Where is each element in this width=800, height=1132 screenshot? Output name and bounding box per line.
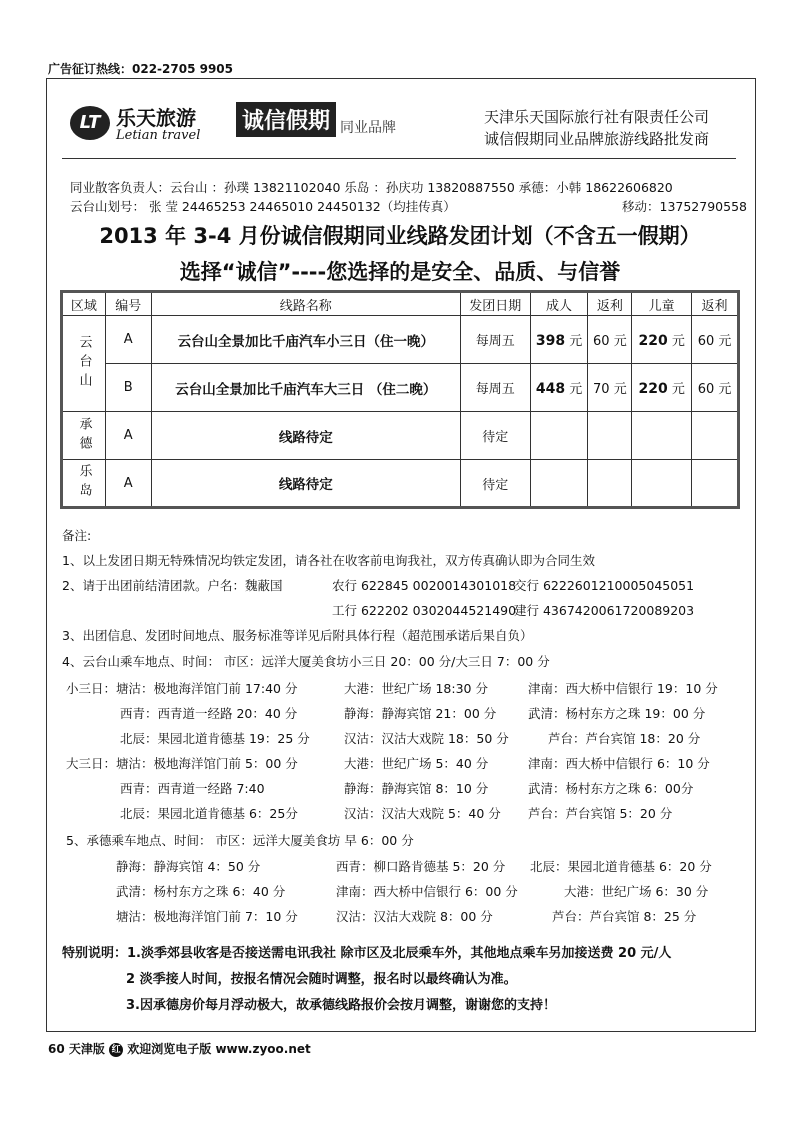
pickup-item: 大港：世纪广场 18:30 分 (344, 681, 488, 696)
col-header: 返利 (692, 292, 739, 316)
col-header: 线路名称 (151, 292, 460, 316)
special-note-3: 3.因承德房价每月浮动极大，故承德线路报价会按月调整，谢谢您的支持！ (126, 998, 556, 1013)
pickup-item: 西青：柳口路肯德基 5：20 分 (336, 859, 506, 874)
region-cell: 云台山 (62, 316, 106, 412)
adult-price: 398 (535, 333, 566, 349)
pickup-item: 静海：静海宾馆 4：50 分 (116, 859, 261, 874)
bank-account: 农行 622845 0020014301018 (332, 578, 517, 593)
code-cell: A (105, 412, 151, 460)
contact-mobile: 移动：13752790558 (622, 199, 747, 214)
note-1: 1、以上发团日期无特殊情况均铁定发团，请各社在收客前电询我社，双方传真确认即为合同生效 (62, 553, 595, 568)
child-price-cell (632, 364, 692, 412)
price-unit: 元 (671, 334, 685, 349)
table-row (62, 412, 739, 460)
code-cell: B (105, 364, 151, 412)
red-badge-icon: 红 (109, 1043, 123, 1057)
header-rule (62, 158, 736, 159)
special-note-2: 2 淡季接人时间，按报名情况会随时调整，报名时以最终确认为准。 (126, 972, 517, 987)
logo-mark: LT (70, 106, 110, 140)
route-cell: 云台山全景加比千庙汽车大三日 （住二晚） (151, 364, 460, 412)
special-note-1: 特别说明：1.淡季郊县收客是否接送需电讯我社 除市区及北辰乘车外，其他地点乘车另加接送费 20 元/人 (62, 946, 672, 961)
table-row (62, 460, 739, 508)
bank-account: 交行 6222601210005045051 (514, 578, 695, 593)
empty-cell (530, 412, 588, 460)
brand-subtitle: 同业品牌 (340, 120, 397, 136)
col-header: 编号 (105, 292, 151, 316)
child-price: 220 (638, 333, 668, 349)
pickup-item: 北辰：果园北道肯德基 6：20 分 (530, 859, 712, 874)
empty-cell (632, 412, 692, 460)
date-cell: 待定 (460, 460, 530, 508)
pickup-item: 西青：西青道一经路 20：40 分 (120, 706, 298, 721)
col-header: 儿童 (632, 292, 692, 316)
rebate-cell: 70 元 (588, 364, 632, 412)
price-unit: 元 (569, 334, 583, 349)
pickup-item: 芦台：芦台宾馆 18：20 分 (548, 731, 701, 746)
pickup-item: 汉沽：汉沽大戏院 8：00 分 (336, 909, 493, 924)
child-price-cell (632, 316, 692, 364)
bank-account: 工行 622202 0302044521490 (332, 603, 517, 618)
page-number: 60 天津版 (48, 1042, 105, 1056)
pickup-item: 武清：杨村东方之珠 19：00 分 (528, 706, 706, 721)
pickup-item: 北辰：果园北道肯德基 6：25分 (120, 806, 298, 821)
tour-plan-table (60, 290, 740, 509)
pickup-item: 芦台：芦台宾馆 8：25 分 (552, 909, 697, 924)
pickup-item: 汉沽：汉沽大戏院 5：40 分 (344, 806, 501, 821)
code-cell: A (105, 316, 151, 364)
col-header: 区域 (62, 292, 106, 316)
contact-line-1: 同业散客负责人：云台山 ：孙璞 13821102040 乐岛 ：孙庆功 13820887550 承德：小韩 18622606820 (70, 180, 673, 195)
logo-en-text: Letian travel (116, 128, 201, 143)
pickup-item: 汉沽：汉沽大戏院 18：50 分 (344, 731, 509, 746)
pickup-item: 静海：静海宾馆 21：00 分 (344, 706, 497, 721)
pickup-item: 大港：世纪广场 5：40 分 (344, 756, 489, 771)
empty-cell (530, 460, 588, 508)
brand-logo (236, 102, 396, 137)
region-cell: 承德 (62, 412, 106, 460)
empty-cell (588, 412, 632, 460)
date-cell: 每周五 (460, 364, 530, 412)
pickup-item: 大三日：塘沽：极地海洋馆门前 5：00 分 (66, 756, 298, 771)
ad-hotline: 广告征订热线：022-2705 9905 (48, 62, 234, 76)
empty-cell (632, 460, 692, 508)
pickup-item: 静海：静海宾馆 8：10 分 (344, 781, 489, 796)
route-cell: 云台山全景加比千庙汽车小三日（住一晚） (151, 316, 460, 364)
date-cell: 每周五 (460, 316, 530, 364)
logo-cn-text: 乐天旅游 (116, 106, 196, 130)
contact-line-2: 云台山划号： 张 莹 24465253 24465010 24450132（均挂传真） (70, 199, 456, 214)
col-header: 发团日期 (460, 292, 530, 316)
brand-box: 诚信假期 (236, 102, 336, 137)
table-header-row (62, 292, 739, 316)
note-3: 3、出团信息、发团时间地点、服务标准等详见后附具体行程（超范围承诺后果自负） (62, 628, 533, 643)
pickup-item: 小三日：塘沽：极地海洋馆门前 17:40 分 (66, 681, 298, 696)
pickup-item: 北辰：果园北道肯德基 19：25 分 (120, 731, 310, 746)
company-name: 天津乐天国际旅行社有限责任公司 (484, 108, 710, 126)
price-unit: 元 (569, 382, 583, 397)
company-info (484, 106, 709, 150)
pickup-item: 津南：西大桥中信银行 19：10 分 (528, 681, 718, 696)
col-header: 返利 (588, 292, 632, 316)
empty-cell (588, 460, 632, 508)
pickup-item: 大港：世纪广场 6：30 分 (564, 884, 709, 899)
route-cell: 线路待定 (151, 460, 460, 508)
pickup-item: 津南：西大桥中信银行 6：00 分 (336, 884, 518, 899)
pickup-item: 芦台：芦台宾馆 5：20 分 (528, 806, 673, 821)
page-title: 2013 年 3-4 月份诚信假期同业线路发团计划（不含五一假期） (99, 224, 701, 248)
code-cell: A (105, 460, 151, 508)
pickup-item: 武清：杨村东方之珠 6：40 分 (116, 884, 286, 899)
note-2: 2、请于出团前结清团款。户名：魏蔽国 (62, 578, 283, 593)
adult-price-cell (530, 364, 588, 412)
footer-link[interactable]: 欢迎浏览电子版 www.zyoo.net (127, 1042, 311, 1056)
bank-account: 建行 4367420061720089203 (514, 603, 695, 618)
note-4: 4、云台山乘车地点、时间： 市区：远洋大厦美食坊小三日 20：00 分/大三日 7：00 分 (62, 654, 550, 669)
company-desc: 诚信假期同业品牌旅游线路批发商 (484, 130, 710, 148)
pickup-item: 武清：杨村东方之珠 6：00分 (528, 781, 694, 796)
child-price: 220 (638, 381, 668, 397)
pickup-item: 西青：西青道一经路 7:40 (120, 781, 265, 796)
rebate-cell: 60 元 (692, 316, 739, 364)
price-unit: 元 (671, 382, 685, 397)
route-cell: 线路待定 (151, 412, 460, 460)
rebate-cell: 60 元 (692, 364, 739, 412)
note-5: 5、承德乘车地点、时间： 市区：远洋大厦美食坊 早 6：00 分 (66, 833, 414, 848)
page-subtitle: 选择“诚信”----您选择的是安全、品质、与信誉 (179, 260, 621, 284)
pickup-item: 塘沽：极地海洋馆门前 7：10 分 (116, 909, 298, 924)
adult-price: 448 (535, 381, 566, 397)
adult-price-cell (530, 316, 588, 364)
pickup-item: 津南：西大桥中信银行 6：10 分 (528, 756, 710, 771)
empty-cell (692, 460, 739, 508)
col-header: 成人 (530, 292, 588, 316)
rebate-cell: 60 元 (588, 316, 632, 364)
table-row (62, 364, 739, 412)
page-footer (48, 1040, 311, 1057)
notes-heading: 备注: (62, 528, 92, 543)
table-row (62, 316, 739, 364)
empty-cell (692, 412, 739, 460)
region-cell: 乐岛 (62, 460, 106, 508)
date-cell: 待定 (460, 412, 530, 460)
